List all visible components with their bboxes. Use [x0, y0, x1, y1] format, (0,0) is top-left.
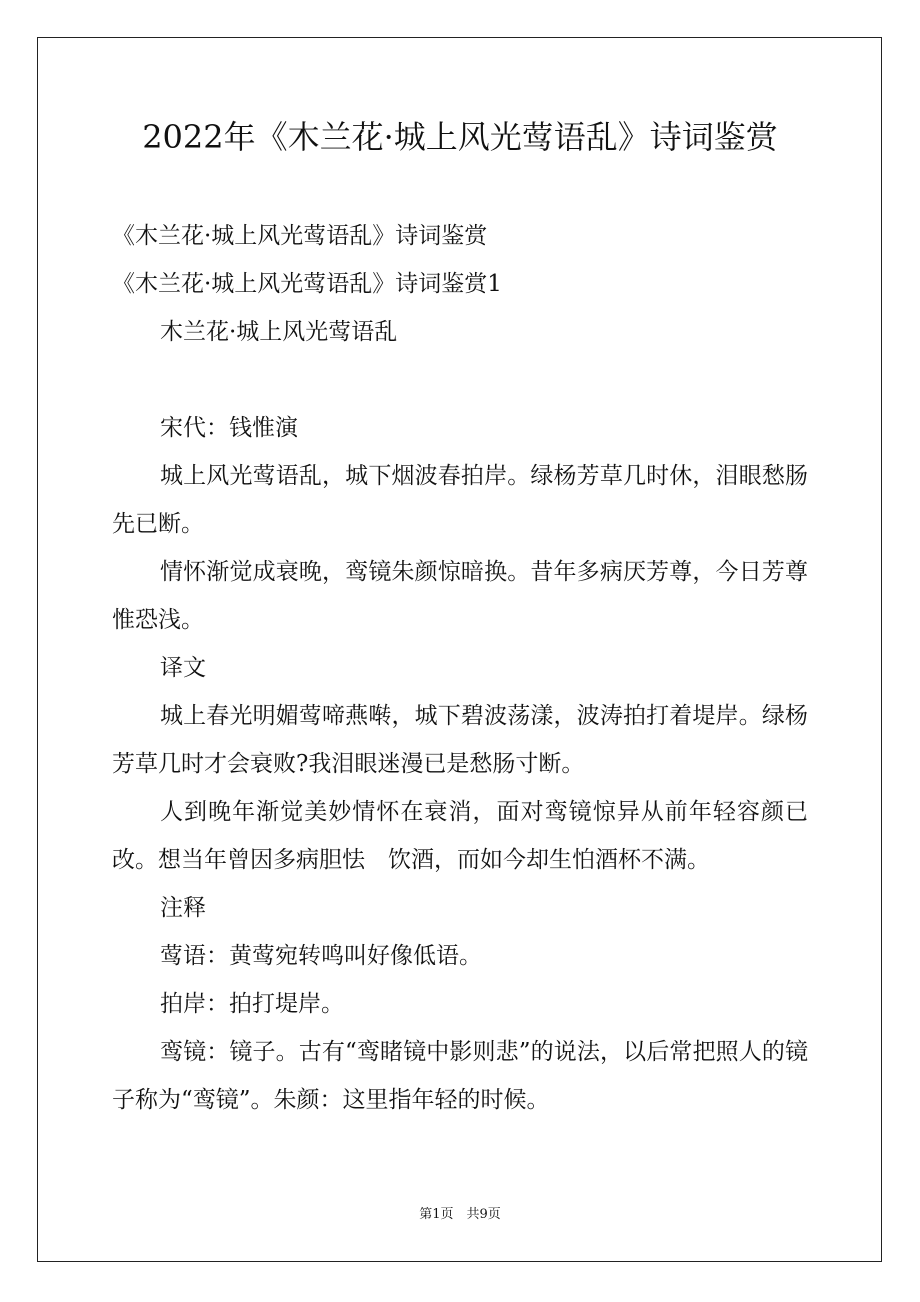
translation-heading: 译文	[160, 655, 206, 681]
note-item: 鸾镜：镜子。古有“鸾睹镜中影则悲”的说法，以后常把照人的镜子称为“鸾镜”。朱颜：这里指年轻的时候。	[112, 1039, 808, 1113]
section-heading: 《木兰花·城上风光莺语乱》诗词鉴赏1	[112, 271, 502, 297]
page-number: 第1页 共9页	[419, 1207, 501, 1222]
translation-paragraph-2: 人到晚年渐觉美妙情怀在衰消，面对鸾镜惊异从前年轻容颜已改。想当年曾因多病胆怯 饮酒，而如今却生怕酒杯不满。	[112, 799, 808, 873]
notes-heading: 注释	[160, 895, 206, 921]
document-title: 2022年《木兰花·城上风光莺语乱》诗词鉴赏	[142, 118, 778, 156]
note-item: 莺语：黄莺宛转鸣叫好像低语。	[160, 943, 482, 969]
heading-line: 《木兰花·城上风光莺语乱》诗词鉴赏	[112, 223, 488, 249]
translation-paragraph-1: 城上春光明媚莺啼燕啭，城下碧波荡漾，波涛拍打着堤岸。绿杨芳草几时才会衰败?我泪眼迷漫已是愁肠寸断。	[112, 703, 808, 777]
poem-stanza-1: 城上风光莺语乱，城下烟波春拍岸。绿杨芳草几时休，泪眼愁肠先已断。	[112, 463, 808, 537]
poem-stanza-2: 情怀渐觉成衰晚，鸾镜朱颜惊暗换。昔年多病厌芳尊，今日芳尊惟恐浅。	[112, 559, 808, 633]
document-body	[112, 212, 808, 1124]
note-item: 拍岸：拍打堤岸。	[160, 991, 344, 1017]
poem-title: 木兰花·城上风光莺语乱	[160, 319, 398, 345]
poem-author: 宋代：钱惟演	[160, 415, 298, 441]
blank-line	[112, 356, 808, 404]
